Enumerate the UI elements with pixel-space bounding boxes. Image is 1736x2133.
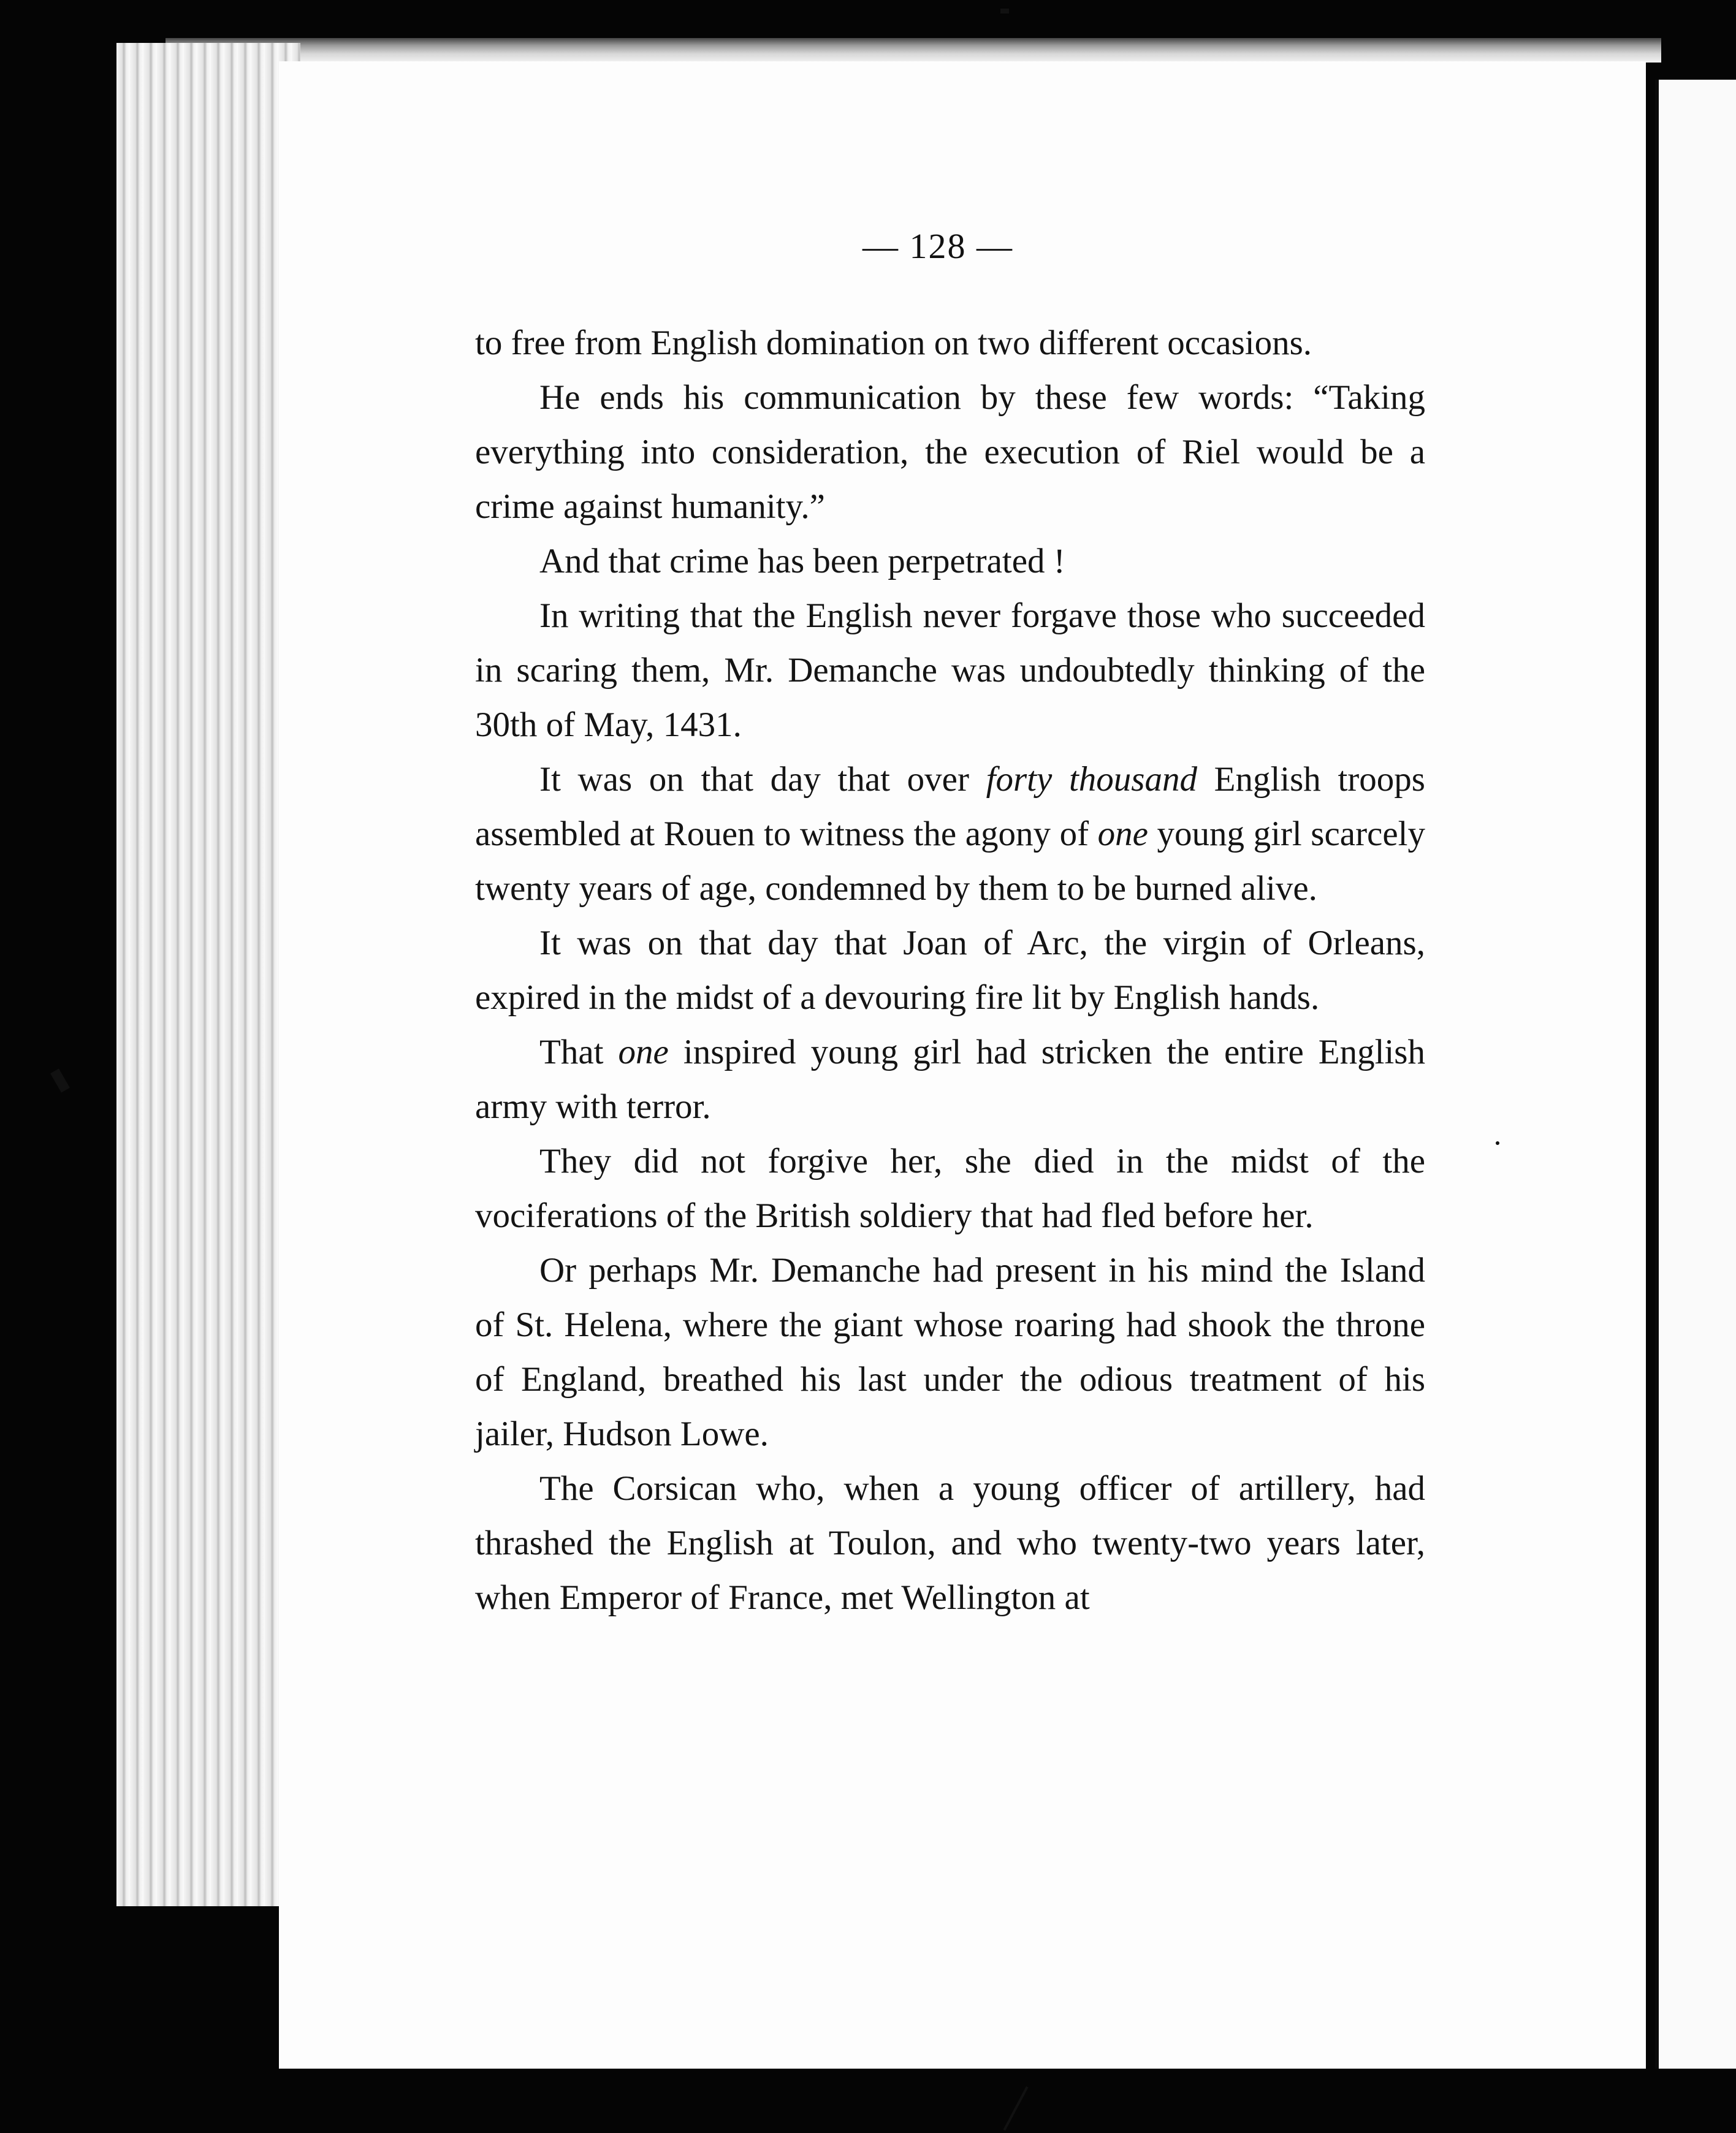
paragraph [475, 1134, 1425, 1243]
italic-text: one [618, 1033, 669, 1071]
scan-speck [50, 1068, 70, 1092]
text-run: It was on that day that Joan of Arc, the virgin of Orleans, expired in the midst of a devouring fire lit by English hands. [475, 924, 1425, 1017]
paragraph [475, 1025, 1425, 1134]
paragraph [475, 588, 1425, 752]
page-stack-left-edges [116, 43, 300, 1906]
text-run: He ends his communication by these few words: “Taking everything into consideration, the execution of Riel would be a crime against humanity.” [475, 378, 1425, 526]
text-run: to free from English domination on two different occasions. [475, 324, 1312, 362]
paragraph [475, 752, 1425, 916]
page-number: — 128 — [862, 226, 1013, 266]
text-run: That [539, 1033, 619, 1071]
paragraph [475, 316, 1425, 370]
text-run: In writing that the English never forgave those who succeeded in scaring them, Mr. Demanche was undoubtedly thinking of the 30th of May, 1431. [475, 596, 1425, 744]
paragraph [475, 916, 1425, 1025]
paragraph [475, 1461, 1425, 1625]
paragraph [475, 370, 1425, 534]
text-run: inspired young girl had stricken the entire English army with terror. [475, 1033, 1425, 1126]
facing-page-edge [1655, 80, 1736, 2069]
text-run: young girl scarcely twenty years of age, condemned by them to be burned alive. [475, 815, 1425, 908]
text-run: English troops assembled at Rouen to witness the agony of [475, 760, 1425, 853]
text-run: And that crime has been perpetrated ! [539, 542, 1065, 580]
text-run: They did not forgive her, she died in the midst of the vociferations of the British soldiery that had fled before her. [475, 1142, 1425, 1235]
scan-speck [1496, 1141, 1499, 1145]
scan-speck [1000, 9, 1009, 13]
text-run: The Corsican who, when a young officer of artillery, had thrashed the English at Toulon, and who twenty-two years later, when Emperor of France, met Wellington at [475, 1469, 1425, 1617]
italic-text: forty thousand [986, 760, 1197, 799]
text-run: Or perhaps Mr. Demanche had present in his mind the Island of St. Helena, where the giant whose roaring had shook the throne of England, breathed his last under the odious treatment of his jailer, Hudson Lowe. [475, 1251, 1425, 1453]
text-run: It was on that day that over [539, 760, 986, 799]
scan-speck [1003, 2086, 1028, 2131]
body-text [475, 316, 1425, 1625]
paragraph [475, 1243, 1425, 1461]
paragraph [475, 534, 1425, 588]
page-stack-top-edge [166, 38, 1661, 63]
italic-text: one [1097, 815, 1148, 853]
